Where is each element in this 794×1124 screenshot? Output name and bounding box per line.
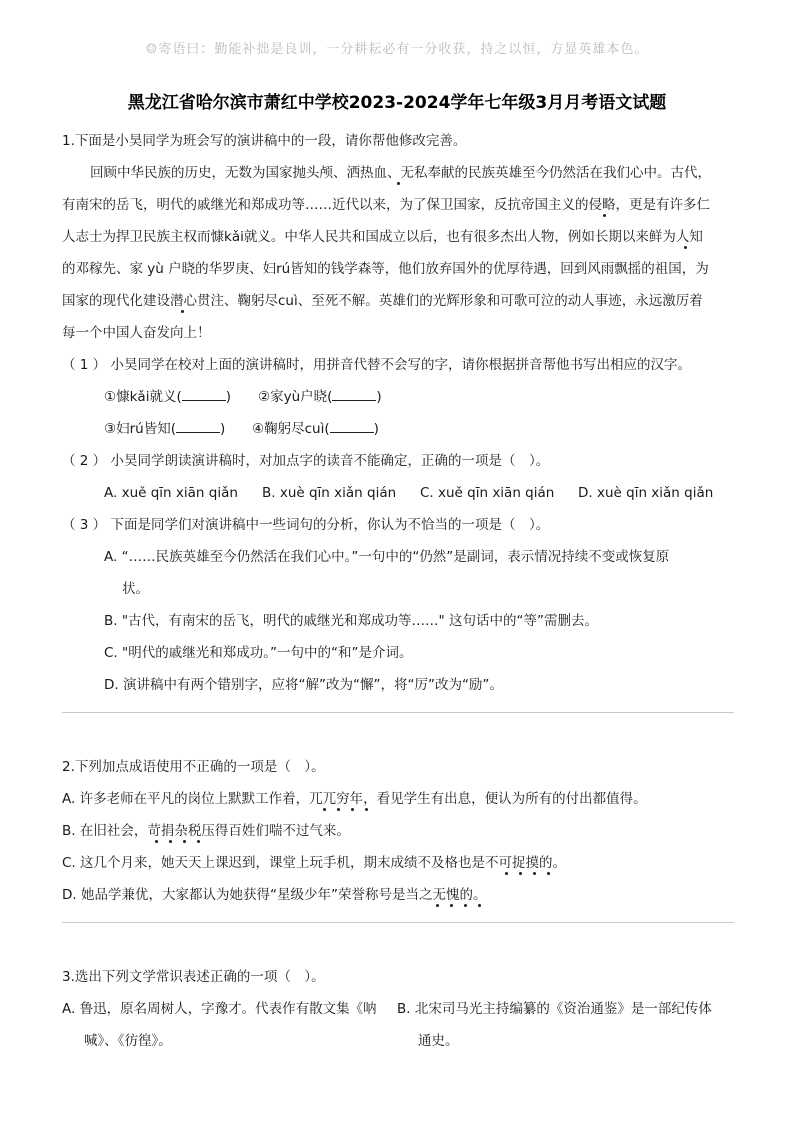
q3-option-a[interactable]: A. 鲁迅，原名周树人，字豫才。代表作有散文集《呐 <box>62 1001 377 1017</box>
pinyin-answer-3: ③妇rú皆知( ) <box>104 421 226 437</box>
page-title: 黑龙江省哈尔滨市萧红中学校2023-2024学年七年级3月月考语文试题 <box>127 93 667 113</box>
emphasis-dot <box>169 840 172 843</box>
emphasis-dot <box>365 808 368 811</box>
question-3-stem: 3.选出下列文学常识表述正确的一项（ ）。 <box>62 969 325 985</box>
option-3d[interactable]: D. 演讲稿中有两个错别字，应将“解”改为“懈”，将“厉”改为“励”。 <box>104 677 503 693</box>
question-1-stem: 1.下面是小昊同学为班会写的演讲稿中的一段，请你帮他修改完善。 <box>62 133 467 149</box>
passage-line-3: 人志士为捍卫民族主权而慷kǎi就义。中华人民共和国成立以后，也有很多杰出人物，例如长期以来鲜为人知 <box>62 229 703 245</box>
emphasis-dot <box>323 808 326 811</box>
emphasis-dot <box>603 214 606 217</box>
emphasis-dot <box>181 310 184 313</box>
option-2a[interactable]: A. xuě qīn xiān qiǎn <box>104 485 238 501</box>
option-2c[interactable]: C. xuě qīn xiān qián <box>420 485 555 501</box>
emphasis-dot <box>478 904 481 907</box>
answer-blank[interactable] <box>330 420 374 433</box>
header-motto: ☺寄语曰：勤能补拙是良训，一分耕耘必有一分收获，持之以恒，方显英雄本色。 <box>145 42 649 57</box>
question-2-stem: 2.下列加点成语使用不正确的一项是（ ）。 <box>62 759 325 775</box>
pinyin-answer-2: ②家yù户晓( ) <box>258 389 382 405</box>
emphasis-dot <box>197 840 200 843</box>
q3-option-b-cont: 通史。 <box>418 1033 459 1049</box>
q3-option-a-cont: 喊》、《彷徨》。 <box>84 1033 172 1049</box>
emphasis-dot <box>533 872 536 875</box>
option-2d[interactable]: D. xuè qīn xiǎn qiǎn <box>578 485 714 501</box>
section-divider <box>62 712 734 713</box>
emphasis-dot <box>505 872 508 875</box>
emphasis-dot <box>684 246 687 249</box>
emphasis-dot <box>436 904 439 907</box>
emphasis-dot <box>519 872 522 875</box>
pinyin-answer-4: ④鞠躬尽cuì( ) <box>252 421 379 437</box>
q2-option-a[interactable]: A. 许多老师在平凡的岗位上默默工作着，兀兀穷年，看见学生有出息，便认为所有的付出都值得。 <box>62 791 647 807</box>
emphasis-dot <box>397 182 400 185</box>
pinyin-label-1: ①慷kǎi就义( <box>104 389 182 405</box>
option-3a[interactable]: A. “……民族英雄至今仍然活在我们心中。”一句中的“仍然”是副词，表示情况持续不变或恢复原 <box>104 549 670 565</box>
answer-blank[interactable] <box>176 420 220 433</box>
pinyin-label-2: ②家yù户晓( <box>258 389 333 405</box>
emphasis-dot <box>183 840 186 843</box>
subquestion-3-stem: （ 3 ） 下面是同学们对演讲稿中一些词句的分析，你认为不恰当的一项是（ ）。 <box>62 517 550 533</box>
passage-line-5: 国家的现代化建设潜心贯注、鞠躬尽cuì、至死不解。英雄们的光辉形象和可歌可泣的动人事迹，永远激厉着 <box>62 293 703 309</box>
subquestion-2-stem: （ 2 ） 小昊同学朗读演讲稿时，对加点字的读音不能确定，正确的一项是（ ）。 <box>62 453 550 469</box>
option-3b[interactable]: B. "古代，有南宋的岳飞，明代的戚继光和郑成功等……" 这句话中的“等”需删去。 <box>104 613 599 629</box>
emphasis-dot <box>337 808 340 811</box>
q2-option-c[interactable]: C. 这几个月来，她天天上课迟到，课堂上玩手机，期末成绩不及格也是不可捉摸的。 <box>62 855 567 871</box>
subquestion-1-stem: （ 1 ） 小昊同学在校对上面的演讲稿时，用拼音代替不会写的字，请你根据拼音帮他书写出相应的汉字。 <box>62 357 691 373</box>
option-3a-cont: 状。 <box>122 581 149 597</box>
answer-blank[interactable] <box>182 388 226 401</box>
passage-line-6: 每一个中国人奋发向上！ <box>62 325 211 341</box>
emphasis-dot <box>547 872 550 875</box>
emphasis-dot <box>155 840 158 843</box>
section-divider <box>62 922 734 923</box>
pinyin-label-4: ④鞠躬尽cuì( <box>252 421 330 437</box>
pinyin-answer-1: ①慷kǎi就义( ) <box>104 389 231 405</box>
pinyin-label-3: ③妇rú皆知( <box>104 421 176 437</box>
q2-option-b[interactable]: B. 在旧社会，苛捐杂税压得百姓们喘不过气来。 <box>62 823 350 839</box>
emphasis-dot <box>464 904 467 907</box>
answer-blank[interactable] <box>332 388 376 401</box>
option-2b[interactable]: B. xuè qīn xiǎn qián <box>262 485 397 501</box>
emphasis-dot <box>450 904 453 907</box>
option-3c[interactable]: C. "明代的戚继光和郑成功。”一句中的“和”是介词。 <box>104 645 413 661</box>
passage-line-4: 的邓稼先、家 yù 户晓的华罗庚、妇rú皆知的钱学森等，他们放弃国外的优厚待遇，回到风雨飘摇的祖国，为 <box>62 261 709 277</box>
q3-option-b[interactable]: B. 北宋司马光主持编纂的《资治通鉴》是一部纪传体 <box>397 1001 712 1017</box>
q2-option-d[interactable]: D. 她品学兼优，大家都认为她获得“星级少年”荣誉称号是当之无愧的。 <box>62 887 487 903</box>
emphasis-dot <box>351 808 354 811</box>
passage-line-2: 有南宋的岳飞，明代的戚继光和郑成功等……近代以来，为了保卫国家，反抗帝国主义的侵略，更是有许多仁 <box>62 197 710 213</box>
passage-line-1: 回顾中华民族的历史，无数为国家抛头颅、洒热血、无私奉献的民族英雄至今仍然活在我们心中。古代， <box>90 165 711 181</box>
